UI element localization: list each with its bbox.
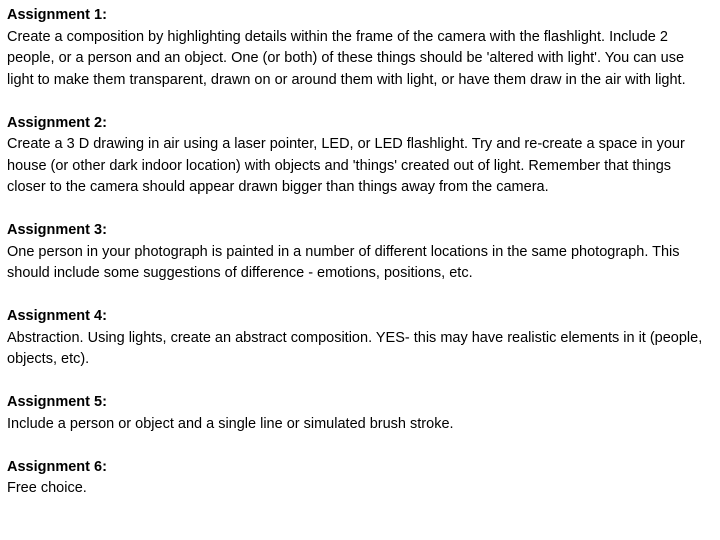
- assignment-text: Free choice.: [7, 480, 87, 496]
- assignment-heading: Assignment 5:: [7, 394, 107, 410]
- assignment-2: [7, 113, 713, 199]
- assignment-text: Abstraction. Using lights, create an abstract composition. YES- this may have realistic elements in it (people, objects, etc).: [7, 329, 703, 367]
- assignment-text: Include a person or object and a single line or simulated brush stroke.: [7, 415, 454, 432]
- assignment-1: [7, 5, 713, 91]
- assignment-3: [7, 220, 713, 285]
- assignment-5: [7, 392, 713, 435]
- assignment-text: Create a 3 D drawing in air using a laser pointer, LED, or LED flashlight. Try and re-create a space in your house (or other dark indoor location) with objects and 'things' created out of light. Remember that things closer to the camera should appear drawn bigger than things away from the camera.: [7, 136, 685, 195]
- assignment-list: [7, 5, 713, 500]
- assignment-heading: Assignment 1:: [7, 7, 107, 23]
- assignment-4: [7, 306, 713, 371]
- assignment-heading: Assignment 3:: [7, 222, 107, 238]
- assignment-heading: Assignment 2:: [7, 114, 107, 131]
- assignment-6: [7, 457, 713, 500]
- assignment-heading: Assignment 4:: [7, 308, 107, 324]
- assignment-text: One person in your photograph is painted in a number of different locations in the same photograph. This should include some suggestions of difference - emotions, positions, etc.: [7, 243, 680, 281]
- assignment-heading: Assignment 6:: [7, 458, 107, 475]
- assignment-text: Create a composition by highlighting details within the frame of the camera with the flashlight. Include 2 people, or a person and an object. One (or both) of these things should be 'altered with light'. You can use light to make them transparent, drawn on or around them with light, or have them draw in the air with light.: [7, 28, 686, 88]
